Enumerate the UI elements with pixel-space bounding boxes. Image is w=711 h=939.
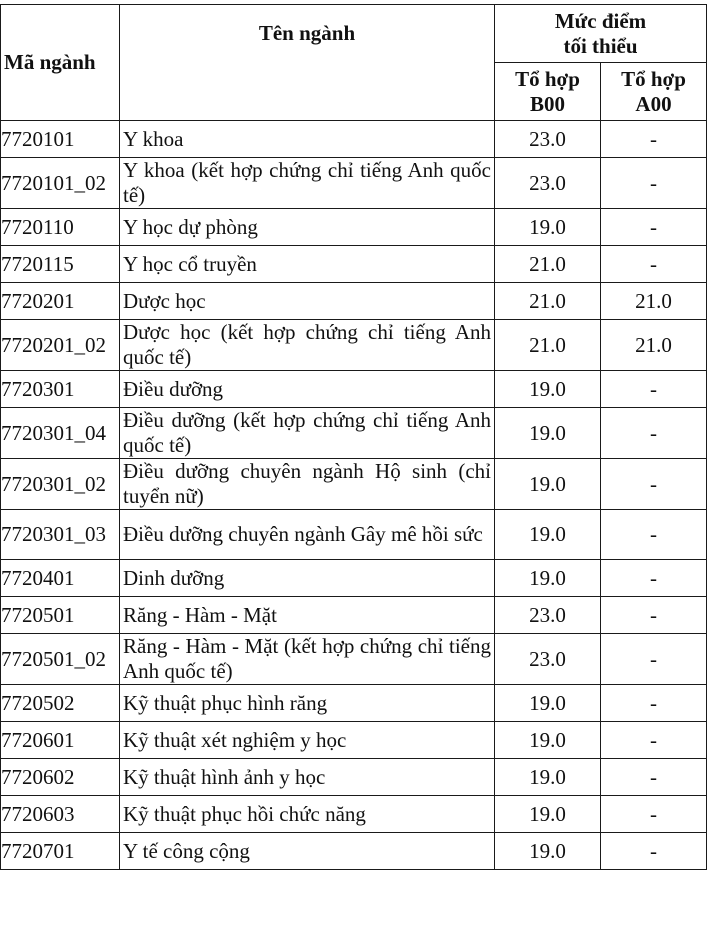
table-row bbox=[1, 759, 707, 796]
table-row bbox=[1, 283, 707, 320]
row-b00-score: 19.0 bbox=[495, 371, 601, 408]
header-name: Tên ngành bbox=[120, 5, 495, 121]
header-min-score-line1: Mức điểm bbox=[554, 8, 647, 33]
row-code: 7720101_02 bbox=[1, 158, 120, 209]
table-row bbox=[1, 209, 707, 246]
row-a00-score: - bbox=[601, 597, 707, 634]
table-row bbox=[1, 597, 707, 634]
row-code: 7720501 bbox=[1, 597, 120, 634]
row-name: Dinh dưỡng bbox=[120, 560, 495, 597]
header-a00 bbox=[601, 63, 707, 121]
row-a00-score: - bbox=[601, 246, 707, 283]
row-name: Điều dưỡng (kết hợp chứng chỉ tiếng Anh quốc tế) bbox=[120, 408, 495, 459]
row-a00-score: - bbox=[601, 209, 707, 246]
row-a00-score: - bbox=[601, 560, 707, 597]
row-code: 7720602 bbox=[1, 759, 120, 796]
row-name: Y học cổ truyền bbox=[120, 246, 495, 283]
row-name: Kỹ thuật phục hồi chức năng bbox=[120, 796, 495, 833]
row-code: 7720301_04 bbox=[1, 408, 120, 459]
table-row bbox=[1, 408, 707, 459]
row-a00-score: - bbox=[601, 833, 707, 870]
table-row bbox=[1, 246, 707, 283]
row-b00-score: 19.0 bbox=[495, 796, 601, 833]
row-name: Răng - Hàm - Mặt (kết hợp chứng chỉ tiếng Anh quốc tế) bbox=[120, 634, 495, 685]
row-name: Điều dưỡng chuyên ngành Hộ sinh (chỉ tuyển nữ) bbox=[120, 459, 495, 510]
header-min-score-line2: tối thiểu bbox=[563, 33, 638, 58]
row-b00-score: 23.0 bbox=[495, 121, 601, 158]
row-a00-score: - bbox=[601, 722, 707, 759]
row-code: 7720603 bbox=[1, 796, 120, 833]
table-row bbox=[1, 459, 707, 510]
header-row-top bbox=[1, 5, 707, 63]
row-name: Điều dưỡng chuyên ngành Gây mê hồi sức bbox=[120, 510, 495, 560]
table-row bbox=[1, 158, 707, 209]
table-header bbox=[1, 5, 707, 121]
row-b00-score: 21.0 bbox=[495, 283, 601, 320]
row-b00-score: 21.0 bbox=[495, 320, 601, 371]
row-a00-score: - bbox=[601, 759, 707, 796]
header-a00-line2: A00 bbox=[635, 91, 672, 116]
row-b00-score: 19.0 bbox=[495, 560, 601, 597]
header-min-score bbox=[495, 5, 707, 63]
row-a00-score: - bbox=[601, 371, 707, 408]
row-name: Kỹ thuật xét nghiệm y học bbox=[120, 722, 495, 759]
table-row bbox=[1, 320, 707, 371]
header-b00-line1: Tổ hợp bbox=[515, 66, 580, 91]
row-code: 7720601 bbox=[1, 722, 120, 759]
row-b00-score: 19.0 bbox=[495, 209, 601, 246]
row-code: 7720201_02 bbox=[1, 320, 120, 371]
row-a00-score: - bbox=[601, 158, 707, 209]
table-body bbox=[1, 121, 707, 870]
table-row bbox=[1, 371, 707, 408]
table-row bbox=[1, 121, 707, 158]
row-name: Y khoa (kết hợp chứng chỉ tiếng Anh quốc tế) bbox=[120, 158, 495, 209]
row-name: Y khoa bbox=[120, 121, 495, 158]
header-b00-line2: B00 bbox=[529, 91, 565, 116]
table-row bbox=[1, 685, 707, 722]
row-b00-score: 19.0 bbox=[495, 685, 601, 722]
row-code: 7720101 bbox=[1, 121, 120, 158]
row-code: 7720401 bbox=[1, 560, 120, 597]
row-code: 7720701 bbox=[1, 833, 120, 870]
table-row bbox=[1, 560, 707, 597]
header-b00 bbox=[495, 63, 601, 121]
row-code: 7720301_03 bbox=[1, 510, 120, 560]
row-a00-score: - bbox=[601, 634, 707, 685]
row-b00-score: 19.0 bbox=[495, 722, 601, 759]
row-name: Kỹ thuật hình ảnh y học bbox=[120, 759, 495, 796]
row-name: Dược học (kết hợp chứng chỉ tiếng Anh quốc tế) bbox=[120, 320, 495, 371]
table-row bbox=[1, 634, 707, 685]
row-a00-score: - bbox=[601, 408, 707, 459]
row-b00-score: 19.0 bbox=[495, 459, 601, 510]
row-code: 7720201 bbox=[1, 283, 120, 320]
row-a00-score: - bbox=[601, 685, 707, 722]
row-b00-score: 19.0 bbox=[495, 833, 601, 870]
row-a00-score: 21.0 bbox=[601, 320, 707, 371]
row-b00-score: 19.0 bbox=[495, 759, 601, 796]
row-code: 7720502 bbox=[1, 685, 120, 722]
table-row bbox=[1, 722, 707, 759]
row-name: Y tế công cộng bbox=[120, 833, 495, 870]
row-name: Kỹ thuật phục hình răng bbox=[120, 685, 495, 722]
row-a00-score: - bbox=[601, 796, 707, 833]
row-code: 7720301_02 bbox=[1, 459, 120, 510]
row-b00-score: 19.0 bbox=[495, 510, 601, 560]
row-name: Răng - Hàm - Mặt bbox=[120, 597, 495, 634]
row-a00-score: - bbox=[601, 510, 707, 560]
row-code: 7720301 bbox=[1, 371, 120, 408]
admission-score-table bbox=[0, 4, 707, 870]
row-b00-score: 23.0 bbox=[495, 634, 601, 685]
row-name: Dược học bbox=[120, 283, 495, 320]
row-b00-score: 23.0 bbox=[495, 597, 601, 634]
row-code: 7720110 bbox=[1, 209, 120, 246]
table-row bbox=[1, 510, 707, 560]
row-a00-score: 21.0 bbox=[601, 283, 707, 320]
row-code: 7720115 bbox=[1, 246, 120, 283]
row-b00-score: 21.0 bbox=[495, 246, 601, 283]
row-a00-score: - bbox=[601, 459, 707, 510]
header-a00-line1: Tổ hợp bbox=[621, 66, 686, 91]
row-b00-score: 23.0 bbox=[495, 158, 601, 209]
row-a00-score: - bbox=[601, 121, 707, 158]
table-row bbox=[1, 833, 707, 870]
table-row bbox=[1, 796, 707, 833]
row-code: 7720501_02 bbox=[1, 634, 120, 685]
row-name: Điều dưỡng bbox=[120, 371, 495, 408]
header-code: Mã ngành bbox=[1, 5, 120, 121]
row-b00-score: 19.0 bbox=[495, 408, 601, 459]
row-name: Y học dự phòng bbox=[120, 209, 495, 246]
